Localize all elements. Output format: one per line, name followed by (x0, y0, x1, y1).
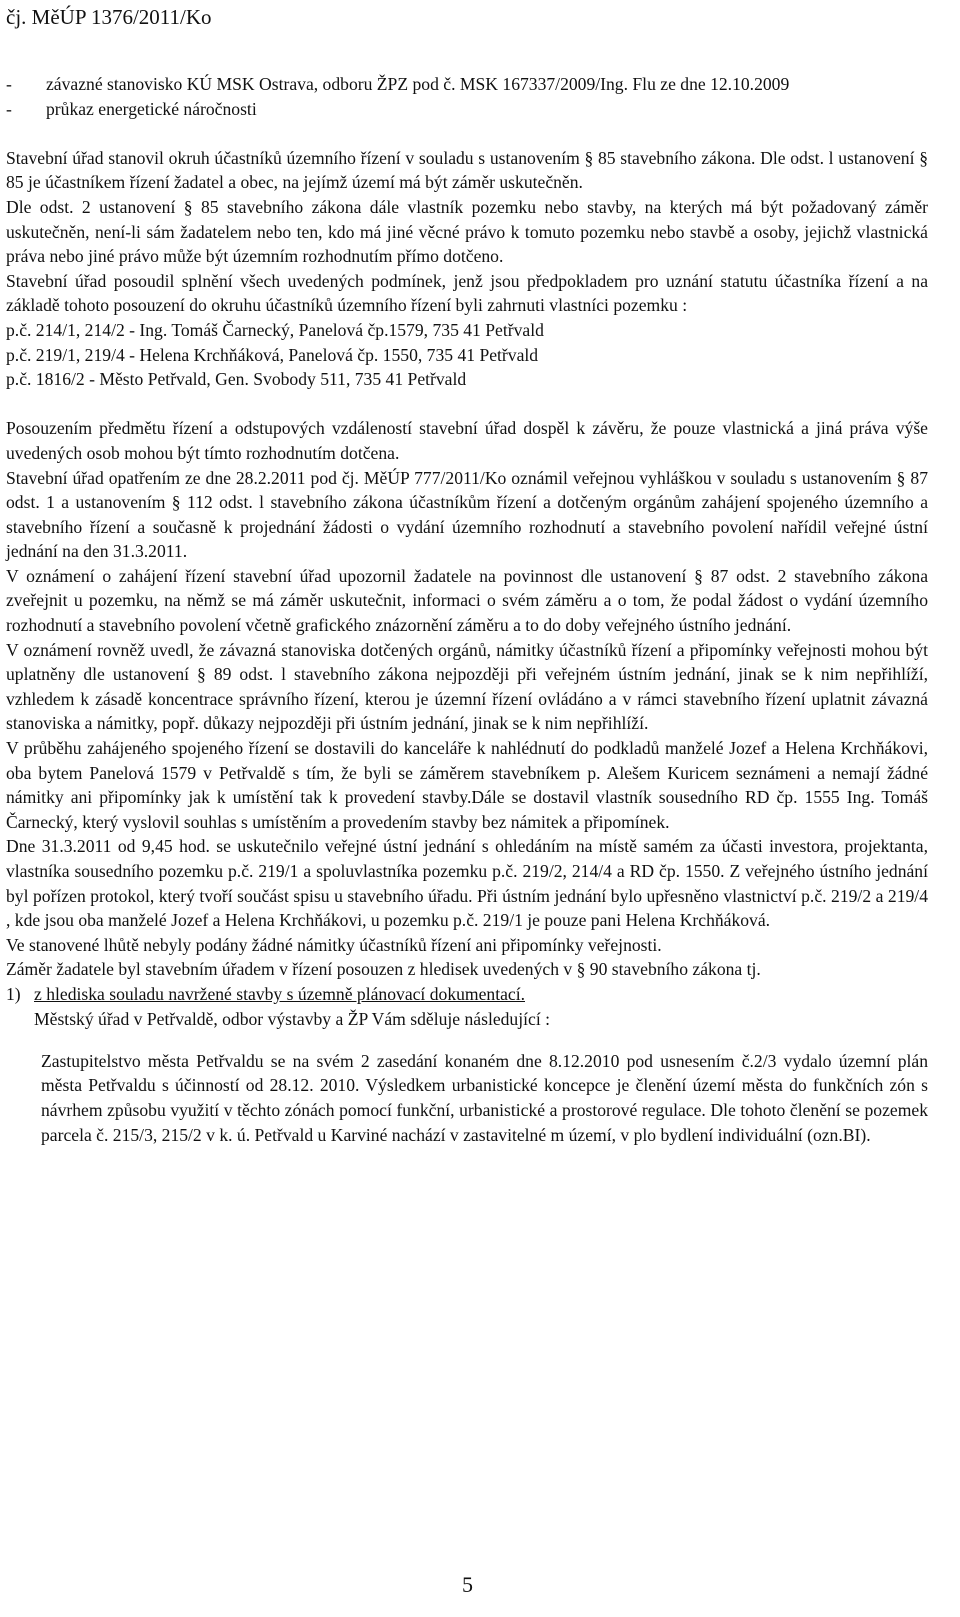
criterion-heading (6, 982, 928, 1007)
paragraph-participants-scope: Stavební úřad stanovil okruh účastníků územního řízení v souladu s ustanovením § 85 stavebního zákona. Dle odst. l ustanovení § 85 je účastníkem řízení žadatel a obec, na jejímž území má být záměr uskutečněn. (6, 147, 928, 193)
paragraph-assessment-criteria: Záměr žadatele byl stavebním úřadem v řízení posouzen z hledisek uvedených v § 90 stavebního zákona tj. (6, 959, 761, 980)
spacer (6, 392, 928, 417)
paragraph-section-2: Dle odst. 2 ustanovení § 85 stavebního zákona dále vlastník pozemku nebo stavby, na kterých má být požadovaný záměr uskutečněn, není-li sám žadatelem nebo ten, kdo má jiné věcné právo k tomuto pozemku nebo stavbě a osoby, jejichž vlastnická práva nebo jiné právo může být územním rozhodnutím přímo dotčeno. (6, 196, 928, 267)
list-dash: - (6, 74, 12, 94)
criterion-number: 1) (6, 983, 21, 1004)
criterion-title: z hlediska souladu navržené stavby s územně plánovací dokumentací. (34, 983, 525, 1004)
document-reference: čj. MěÚP 1376/2011/Ko (6, 5, 212, 29)
attachment-item (6, 97, 928, 122)
page-number: 5 (462, 1572, 473, 1597)
paragraph-conclusion: Posouzením předmětu řízení a odstupových vzdáleností stavební úřad dospěl k závěru, že pouze vlastnická a jiná práva výše uvedených osob mohou být tímto rozhodnutím dotčena. (6, 418, 928, 463)
document-body (6, 72, 928, 1165)
owner-line: p.č. 214/1, 214/2 - Ing. Tomáš Čarnecký, Panelová čp.1579, 735 41 Petřvald (6, 319, 544, 340)
paragraph-public-notice: Stavební úřad opatřením ze dne 28.2.2011 pod čj. MěÚP 777/2011/Ko oznámil veřejnou vyhláškou v souladu s ustanovením § 87 odst. 1 a ustanovením § 112 odst. l stavebního zákona účastníkům řízení a dotčeným orgánům zahájení spojeného územního a stavebního řízení a současně k projednání žádosti o vydání územního rozhodnutí a stavebního povolení nařídil veřejné ústní jednání na den 31.3.2011. (6, 467, 928, 562)
list-dash: - (6, 98, 12, 119)
paragraph-objections: V oznámení rovněž uvedl, že závazná stanoviska dotčených orgánů, námitky účastníků řízení a připomínky veřejnosti mohou být uplatněny dle ustanovení § 89 odst. l stavebního zákona nejpozději při veřejném ústním jednání, jinak se k nim nepřihlíží, vzhledem k zásadě koncentrace správního řízení, kterou je územní řízení ovládáno a v rámci stavebního řízení uplatnit závazná stanoviska a námitky, popř. důkazy nejpozději při ústním jednání, jinak se k nim nepřihlíží. (6, 639, 928, 734)
owner-line: p.č. 1816/2 - Město Petřvald, Gen. Svobody 511, 735 41 Petřvald (6, 369, 467, 390)
spacer (6, 121, 928, 146)
criterion-intro: Městský úřad v Petřvaldě, odbor výstavby a ŽP Vám sděluje následující : (34, 1008, 550, 1029)
attachment-text: závazné stanovisko KÚ MSK Ostrava, odboru ŽPZ pod č. MSK 167337/2009/Ing. Flu ze dne 12.10.2009 (46, 74, 790, 94)
paragraph-visit: V průběhu zahájeného spojeného řízení se dostavili do kanceláře k nahlédnutí do podkladů manželé Jozef a Helena Krchňákovi, oba bytem Panelová 1579 v Petřvaldě s tím, že byli se záměrem stavebníkem p. Alešem Kuricem seznámeni a nemají žádné námitky ani připomínky jak k umístění tak k provedení stavby.Dále se dostavil vlastník sousedního RD čp. 1555 Ing. Tomáš Čarnecký, který vyslovil souhlas s umístěním a provedením stavby bez námitek a připomínek. (6, 738, 928, 832)
paragraph-notification: V oznámení o zahájení řízení stavební úřad upozornil žadatele na povinnost dle ustanovení § 87 odst. 2 stavebního zákona zveřejnit u pozemku, na němž se má záměr uskutečnit, informaci o svém záměru a o tom, že podal žádost o vydání územního rozhodnutí a stavebního povolení včetně grafického znázornění záměru a to do doby veřejného ústního jednání. (6, 565, 928, 636)
criterion-text: Zastupitelstvo města Petřvaldu se na svém 2 zasedání konaném dne 8.12.2010 pod usnesením č.2/3 vydalo územní plán města Petřvaldu s účinností od 28.12. 2010. Výsledkem urbanistické koncepce je členění území města do funkčních zón s návrhem způsobu využití v těchto zónách pomocí funkční, urbanistické a prostorové regulace. Dle tohoto členění se pozemek parcela č. 215/3, 215/2 v k. ú. Petřvald u Karviné nachází v zastavitelné m území, v plo bydlení individuální (ozn.BI). (41, 1050, 928, 1145)
attachment-item (6, 72, 928, 97)
paragraph-hearing: Dne 31.3.2011 od 9,45 hod. se uskutečnilo veřejné ústní jednání s ohledáním na místě samém za účasti investora, projektanta, vlastníka sousedního pozemku p.č. 219/1 a spoluvlastníka pozemku p.č. 219/2, 214/4 a RD čp. 1550. Z veřejného ústního jednání byl pořízen protokol, který tvoří součást spisu u stavebního úřadu. Při ústním jednání bylo upřesněno vlastnictví p.č. 219/2 a 219/4 , kde jsou oba manželé Jozef a Helena Krchňákovi, u pozemku p.č. 219/1 je pouze pani Helena Krchňáková. (6, 836, 928, 931)
paragraph-no-objections: Ve stanovené lhůtě nebyly podány žádné námitky účastníků řízení ani připomínky veřejnosti. (6, 934, 662, 955)
attachment-text: průkaz energetické náročnosti (46, 98, 257, 119)
paragraph-assessment: Stavební úřad posoudil splnění všech uvedených podmínek, jenž jsou předpokladem pro uznání statutu účastníka řízení a na základě tohoto posouzení do okruhu účastníků územního řízení byli zahrnuti vlastníci pozemku : (6, 270, 928, 316)
owner-line: p.č. 219/1, 219/4 - Helena Krchňáková, Panelová čp. 1550, 735 41 Petřvald (6, 344, 539, 365)
